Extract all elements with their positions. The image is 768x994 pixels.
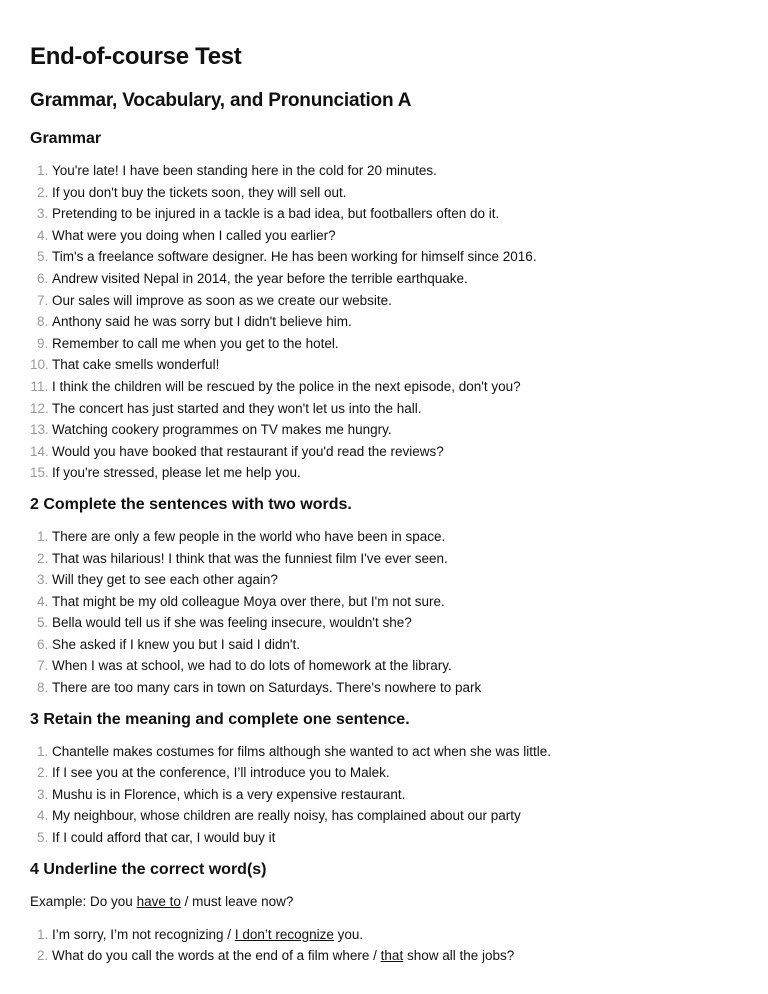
list-item: 3. Mushu is in Florence, which is a very expensive restaurant. bbox=[30, 784, 738, 806]
page-subtitle: Grammar, Vocabulary, and Pronunciation A bbox=[30, 90, 412, 111]
item-text: My neighbour, whose children are really noisy, has complained about our party bbox=[52, 808, 521, 824]
list-item: 7. When I was at school, we had to do lots of homework at the library. bbox=[30, 655, 738, 677]
item-text: Chantelle makes costumes for films although she wanted to act when she was little. bbox=[52, 743, 551, 759]
item-text: What do you call the words at the end of a film where / that show all the jobs? bbox=[52, 948, 515, 964]
list-item: 1. I’m sorry, I’m not recognizing / I don’t recognize you. bbox=[30, 924, 738, 946]
section-grammar bbox=[30, 128, 738, 484]
item-text: If you don't buy the tickets soon, they will sell out. bbox=[52, 184, 347, 200]
list-item: 8. There are too many cars in town on Saturdays. There's nowhere to park bbox=[30, 677, 738, 699]
item-text: Will they get to see each other again? bbox=[52, 572, 278, 588]
item-text: Our sales will improve as soon as we create our website. bbox=[52, 292, 392, 308]
question-list bbox=[30, 160, 738, 484]
item-text: If I could afford that car, I would buy it bbox=[52, 830, 276, 846]
item-text: If you're stressed, please let me help you. bbox=[52, 465, 301, 481]
list-item: 10. That cake smells wonderful! bbox=[30, 354, 738, 376]
list-item: 5. Bella would tell us if she was feeling insecure, wouldn't she? bbox=[30, 612, 738, 634]
section-heading: 4 Underline the correct word(s) bbox=[30, 860, 267, 878]
list-item: 1. Chantelle makes costumes for films although she wanted to act when she was little. bbox=[30, 741, 738, 763]
item-text: That was hilarious! I think that was the funniest film I've ever seen. bbox=[52, 550, 448, 566]
item-text: Pretending to be injured in a tackle is a bad idea, but footballers often do it. bbox=[52, 206, 500, 222]
underlined-answer: have to bbox=[136, 893, 181, 909]
list-item: 2. If I see you at the conference, I’ll introduce you to Malek. bbox=[30, 762, 738, 784]
list-item: 8. Anthony said he was sorry but I didn't believe him. bbox=[30, 311, 738, 333]
section-heading: 2 Complete the sentences with two words. bbox=[30, 495, 352, 513]
item-text: If I see you at the conference, I’ll introduce you to Malek. bbox=[52, 765, 390, 781]
list-item: 3. Pretending to be injured in a tackle is a bad idea, but footballers often do it. bbox=[30, 203, 738, 225]
list-item: 15. If you're stressed, please let me help you. bbox=[30, 462, 738, 484]
item-text: Andrew visited Nepal in 2014, the year before the terrible earthquake. bbox=[52, 270, 468, 286]
item-text: That cake smells wonderful! bbox=[52, 357, 220, 373]
item-text: Tim's a freelance software designer. He has been working for himself since 2016. bbox=[52, 249, 537, 265]
item-text: Bella would tell us if she was feeling insecure, wouldn't she? bbox=[52, 615, 412, 631]
question-list bbox=[30, 924, 738, 967]
list-item: 11. I think the children will be rescued by the police in the next episode, don't you? bbox=[30, 376, 738, 398]
list-item: 5. If I could afford that car, I would buy it bbox=[30, 827, 738, 849]
list-item: 13. Watching cookery programmes on TV makes me hungry. bbox=[30, 419, 738, 441]
item-text: Anthony said he was sorry but I didn't believe him. bbox=[52, 314, 352, 330]
list-item: 1. You're late! I have been standing here in the cold for 20 minutes. bbox=[30, 160, 738, 182]
list-item: 2. If you don't buy the tickets soon, they will sell out. bbox=[30, 182, 738, 204]
item-text: Watching cookery programmes on TV makes me hungry. bbox=[52, 422, 392, 438]
item-text: Would you have booked that restaurant if you'd read the reviews? bbox=[52, 443, 444, 459]
list-item: 4. What were you doing when I called you earlier? bbox=[30, 225, 738, 247]
section-retain-meaning bbox=[30, 709, 738, 849]
underlined-answer: I don’t recognize bbox=[234, 926, 334, 942]
list-item: 3. Will they get to see each other again? bbox=[30, 569, 738, 591]
list-item: 1. There are only a few people in the world who have been in space. bbox=[30, 526, 738, 548]
list-item: 6. Andrew visited Nepal in 2014, the year before the terrible earthquake. bbox=[30, 268, 738, 290]
item-text: The concert has just started and they won't let us into the hall. bbox=[52, 400, 422, 416]
item-text: Mushu is in Florence, which is a very expensive restaurant. bbox=[52, 786, 406, 802]
section-underline-correct bbox=[30, 859, 738, 967]
question-list bbox=[30, 741, 738, 849]
question-list bbox=[30, 526, 738, 699]
item-text: I think the children will be rescued by the police in the next episode, don't you? bbox=[52, 378, 521, 394]
list-item: 6. She asked if I knew you but I said I didn't. bbox=[30, 634, 738, 656]
list-item: 14. Would you have booked that restaurant if you'd read the reviews? bbox=[30, 441, 738, 463]
item-text: When I was at school, we had to do lots of homework at the library. bbox=[52, 658, 452, 674]
list-item: 9. Remember to call me when you get to the hotel. bbox=[30, 333, 738, 355]
list-item: 2. What do you call the words at the end of a film where / that show all the jobs? bbox=[30, 945, 738, 967]
item-text: That might be my old colleague Moya over there, but I'm not sure. bbox=[52, 593, 445, 609]
list-item: 12. The concert has just started and they won't let us into the hall. bbox=[30, 398, 738, 420]
underlined-answer: that bbox=[380, 948, 404, 964]
list-item: 4. That might be my old colleague Moya over there, but I'm not sure. bbox=[30, 591, 738, 613]
item-text: I’m sorry, I’m not recognizing / I don’t recognize you. bbox=[52, 926, 364, 942]
section-heading: Grammar bbox=[30, 130, 102, 147]
list-item: 2. That was hilarious! I think that was the funniest film I've ever seen. bbox=[30, 548, 738, 570]
item-text: Remember to call me when you get to the hotel. bbox=[52, 335, 339, 351]
section-complete-two-words bbox=[30, 494, 738, 699]
list-item: 4. My neighbour, whose children are really noisy, has complained about our party bbox=[30, 805, 738, 827]
section-heading: 3 Retain the meaning and complete one sentence. bbox=[30, 710, 410, 728]
list-item: 5. Tim's a freelance software designer. He has been working for himself since 2016. bbox=[30, 246, 738, 268]
list-item: 7. Our sales will improve as soon as we create our website. bbox=[30, 290, 738, 312]
example-sentence: Example: Do you have to / must leave now? bbox=[30, 893, 294, 909]
item-text: She asked if I knew you but I said I didn't. bbox=[52, 636, 300, 652]
item-text: There are only a few people in the world who have been in space. bbox=[52, 528, 446, 544]
page-title: End-of-course Test bbox=[30, 43, 242, 70]
item-text: There are too many cars in town on Saturdays. There's nowhere to park bbox=[52, 680, 482, 696]
item-text: You're late! I have been standing here in the cold for 20 minutes. bbox=[52, 163, 437, 178]
item-text: What were you doing when I called you earlier? bbox=[52, 227, 336, 243]
